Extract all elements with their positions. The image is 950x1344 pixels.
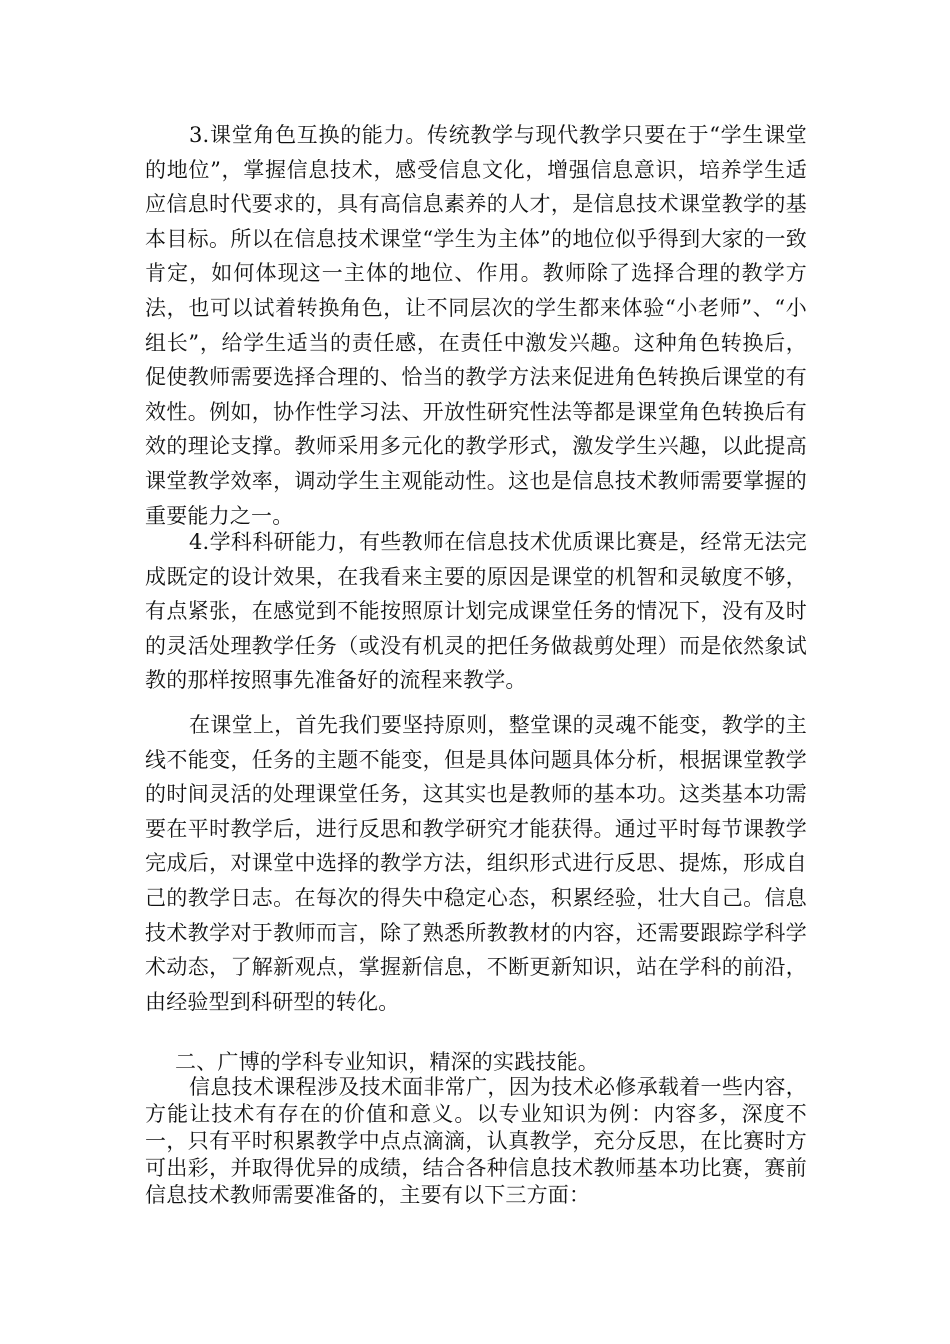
paragraph-classroom-principles: 在课堂上，首先我们要坚持原则，整堂课的灵魂不能变，教学的主线不能变，任务的主题不能变，但是具体问题具体分析，根据课堂教学的时间灵活的处理课堂任务，这其实也是教师的基本功。这类基本功需要在平时教学后，进行反思和教学研究才能获得。通过平时每节课教学完成后，对课堂中选择的教学方法，组织形式进行反思、提炼，形成自己的教学日志。在每次的得失中稳定心态，积累经验，壮大自己。信息技术教学对于教师而言，除了熟悉所教教材的内容，还需要跟踪学科学术动态，了解新观点，掌握新信息，不断更新知识，站在学科的前沿，由经验型到科研型的转化。 (145, 713, 807, 1014)
section-heading-knowledge-skills: 二、广博的学科专业知识，精深的实践技能。 (175, 1050, 599, 1074)
paragraph-professional-knowledge: 信息技术课程涉及技术面非常广，因为技术必修承载着一些内容，方能让技术有存在的价值和意义。以专业知识为例：内容多，深度不一，只有平时积累教学中点点滴滴，认真教学，充分反思，在比赛时方可出彩，并取得优异的成绩，结合各种信息技术教师基本功比赛，赛前信息技术教师需要准备的，主要有以下三方面： (145, 1075, 807, 1207)
paragraph-role-exchange: 3.课堂角色互换的能力。传统教学与现代教学只要在于“学生课堂的地位”，掌握信息技术，感受信息文化，增强信息意识，培养学生适应信息时代要求的，具有高信息素养的人才，是信息技术课堂教学的基本目标。所以在信息技术课堂“学生为主体”的地位似乎得到大家的一致肯定，如何体现这一主体的地位、作用。教师除了选择合理的教学方法，也可以试着转换角色，让不同层次的学生都来体验“小老师”、“小组长”，给学生适当的责任感，在责任中激发兴趣。这种角色转换后，促使教师需要选择合理的、恰当的教学方法来促进角色转换后课堂的有效性。例如，协作性学习法、开放性研究性法等都是课堂角色转换后有效的理论支撑。教师采用多元化的教学形式，激发学生兴趣，以此提高课堂教学效率，调动学生主观能动性。这也是信息技术教师需要掌握的重要能力之一。 (145, 123, 807, 528)
paragraph-research-ability: 4.学科科研能力，有些教师在信息技术优质课比赛是，经常无法完成既定的设计效果，在我看来主要的原因是课堂的机智和灵敏度不够，有点紧张，在感觉到不能按照原计划完成课堂任务的情况下，没有及时的灵活处理教学任务（或没有机灵的把任务做裁剪处理）而是依然象试教的那样按照事先准备好的流程来教学。 (145, 530, 807, 693)
